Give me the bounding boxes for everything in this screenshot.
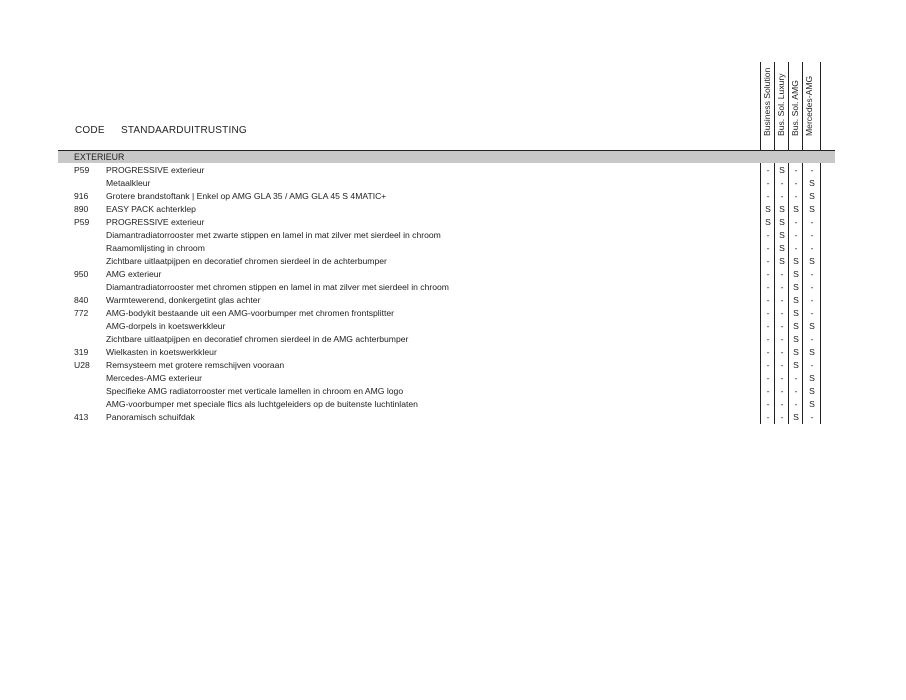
availability-cell: -	[766, 165, 770, 175]
availability-cell: S	[809, 399, 815, 409]
row-description: EASY PACK achterklep	[106, 204, 196, 214]
row-description: PROGRESSIVE exterieur	[106, 165, 205, 175]
table-row	[58, 281, 835, 294]
availability-cell: -	[766, 360, 770, 370]
table-row	[58, 242, 835, 255]
availability-cell: -	[780, 386, 784, 396]
row-description: Specifieke AMG radiatorrooster met verticale lamellen in chroom en AMG logo	[106, 386, 404, 396]
availability-cell: -	[810, 282, 814, 292]
section-title: EXTERIEUR	[74, 152, 125, 162]
row-description: Grotere brandstoftank | Enkel op AMG GLA 35 / AMG GLA 45 S 4MATIC+	[106, 191, 387, 201]
availability-cell: -	[794, 165, 798, 175]
availability-cell: S	[779, 256, 785, 266]
availability-cell: S	[779, 243, 785, 253]
availability-cell: -	[794, 373, 798, 383]
row-code: P59	[74, 217, 90, 227]
availability-cell: -	[780, 282, 784, 292]
availability-cell: S	[765, 204, 771, 214]
row-code: U28	[74, 360, 90, 370]
availability-cell: -	[780, 295, 784, 305]
availability-cell: -	[766, 308, 770, 318]
availability-cell: -	[766, 334, 770, 344]
availability-cell: -	[810, 243, 814, 253]
availability-cell: -	[810, 360, 814, 370]
availability-cell: S	[793, 295, 799, 305]
availability-cell: S	[793, 282, 799, 292]
table-row	[58, 359, 835, 372]
row-description: Remsysteem met grotere remschijven vooraan	[106, 360, 285, 370]
row-code: 772	[74, 308, 89, 318]
table-row	[58, 372, 835, 385]
availability-cell: S	[793, 334, 799, 344]
availability-cell: -	[780, 178, 784, 188]
availability-cell: -	[766, 399, 770, 409]
table-row	[58, 255, 835, 268]
code-column-header: CODE	[75, 125, 105, 136]
availability-cell: S	[779, 230, 785, 240]
availability-cell: -	[766, 269, 770, 279]
table-row	[58, 294, 835, 307]
availability-cell: S	[793, 347, 799, 357]
availability-cell: -	[780, 347, 784, 357]
availability-cell: -	[766, 230, 770, 240]
row-description: Wielkasten in koetswerkkleur	[106, 347, 217, 357]
availability-cell: S	[809, 386, 815, 396]
availability-cell: S	[809, 321, 815, 331]
availability-cell: S	[809, 204, 815, 214]
availability-cell: S	[809, 191, 815, 201]
availability-cell: -	[794, 386, 798, 396]
row-code: 413	[74, 412, 89, 422]
availability-cell: S	[793, 204, 799, 214]
row-code: 840	[74, 295, 89, 305]
availability-cell: -	[766, 347, 770, 357]
row-description: AMG-bodykit bestaande uit een AMG-voorbumper met chromen frontsplitter	[106, 308, 395, 318]
table-row	[58, 268, 835, 281]
availability-cell: -	[810, 165, 814, 175]
availability-cell: -	[794, 217, 798, 227]
availability-cell: -	[810, 217, 814, 227]
availability-cell: S	[809, 373, 815, 383]
row-code: 950	[74, 269, 89, 279]
row-description: Metaalkleur	[106, 178, 151, 188]
table-row	[58, 333, 835, 346]
column-header-amg-line: Bus. Sol. AMG	[790, 80, 800, 136]
availability-cell: -	[794, 243, 798, 253]
availability-cell: -	[780, 269, 784, 279]
row-description: Raamomlijsting in chroom	[106, 243, 205, 253]
table-row	[58, 307, 835, 320]
row-description: Zichtbare uitlaatpijpen en decoratief chromen sierdeel in de AMG achterbumper	[106, 334, 409, 344]
standard-equipment-header: STANDAARDUITRUSTING	[121, 125, 247, 136]
availability-cell: S	[779, 204, 785, 214]
row-code: 319	[74, 347, 89, 357]
availability-cell: -	[766, 191, 770, 201]
table-row	[58, 229, 835, 242]
availability-cell: -	[810, 308, 814, 318]
row-description: AMG-dorpels in koetswerkkleur	[106, 321, 226, 331]
availability-cell: -	[766, 386, 770, 396]
table-row	[58, 203, 835, 216]
availability-cell: S	[793, 308, 799, 318]
availability-cell: -	[780, 373, 784, 383]
availability-cell: S	[779, 217, 785, 227]
availability-cell: S	[765, 217, 771, 227]
table-row	[58, 320, 835, 333]
availability-cell: -	[766, 256, 770, 266]
availability-cell: -	[766, 321, 770, 331]
row-code: P59	[74, 165, 90, 175]
row-description: Diamantradiatorrooster met zwarte stippen en lamel in mat zilver met sierdeel in chroom	[106, 230, 441, 240]
availability-cell: -	[780, 360, 784, 370]
availability-cell: -	[810, 295, 814, 305]
availability-cell: -	[780, 191, 784, 201]
availability-cell: -	[766, 295, 770, 305]
availability-cell: -	[766, 178, 770, 188]
row-description: AMG-voorbumper met speciale flics als luchtgeleiders op de buitenste luchtinlaten	[106, 399, 418, 409]
section-header-exterieur	[58, 151, 835, 163]
availability-cell: -	[780, 412, 784, 422]
table-row	[58, 164, 835, 177]
availability-cell: -	[794, 191, 798, 201]
availability-cell: S	[793, 256, 799, 266]
table-row	[58, 346, 835, 359]
column-header-mercedes-amg: Mercedes-AMG	[804, 75, 814, 136]
availability-cell: -	[780, 334, 784, 344]
availability-cell: -	[794, 230, 798, 240]
row-description: Panoramisch schuifdak	[106, 412, 195, 422]
row-description: Diamantradiatorrooster met chromen stippen en lamel in mat zilver met sierdeel in chroom	[106, 282, 449, 292]
availability-cell: S	[809, 256, 815, 266]
row-description: PROGRESSIVE exterieur	[106, 217, 205, 227]
availability-cell: S	[793, 269, 799, 279]
table-row	[58, 411, 835, 424]
availability-cell: -	[810, 334, 814, 344]
row-code: 890	[74, 204, 89, 214]
availability-cell: -	[794, 399, 798, 409]
availability-cell: S	[793, 412, 799, 422]
availability-cell: -	[766, 412, 770, 422]
availability-cell: -	[810, 412, 814, 422]
row-description: Warmtewerend, donkergetint glas achter	[106, 295, 261, 305]
table-row	[58, 385, 835, 398]
availability-cell: -	[766, 282, 770, 292]
availability-cell: -	[780, 321, 784, 331]
table-row	[58, 177, 835, 190]
table-row	[58, 398, 835, 411]
table-row	[58, 190, 835, 203]
availability-cell: -	[794, 178, 798, 188]
row-description: Zichtbare uitlaatpijpen en decoratief chromen sierdeel in de achterbumper	[106, 256, 387, 266]
column-header-luxury: Bus. Sol. Luxury	[776, 73, 786, 136]
availability-cell: -	[780, 399, 784, 409]
column-header-business-solution: Business Solution	[762, 67, 772, 136]
availability-cell: -	[780, 308, 784, 318]
availability-cell: S	[809, 178, 815, 188]
availability-cell: S	[793, 321, 799, 331]
availability-cell: -	[810, 269, 814, 279]
availability-cell: S	[809, 347, 815, 357]
row-code: 916	[74, 191, 89, 201]
availability-cell: S	[793, 360, 799, 370]
availability-cell: -	[810, 230, 814, 240]
availability-cell: S	[779, 165, 785, 175]
availability-cell: -	[766, 243, 770, 253]
table-row	[58, 216, 835, 229]
availability-cell: -	[766, 373, 770, 383]
row-description: AMG exterieur	[106, 269, 162, 279]
row-description: Mercedes-AMG exterieur	[106, 373, 202, 383]
